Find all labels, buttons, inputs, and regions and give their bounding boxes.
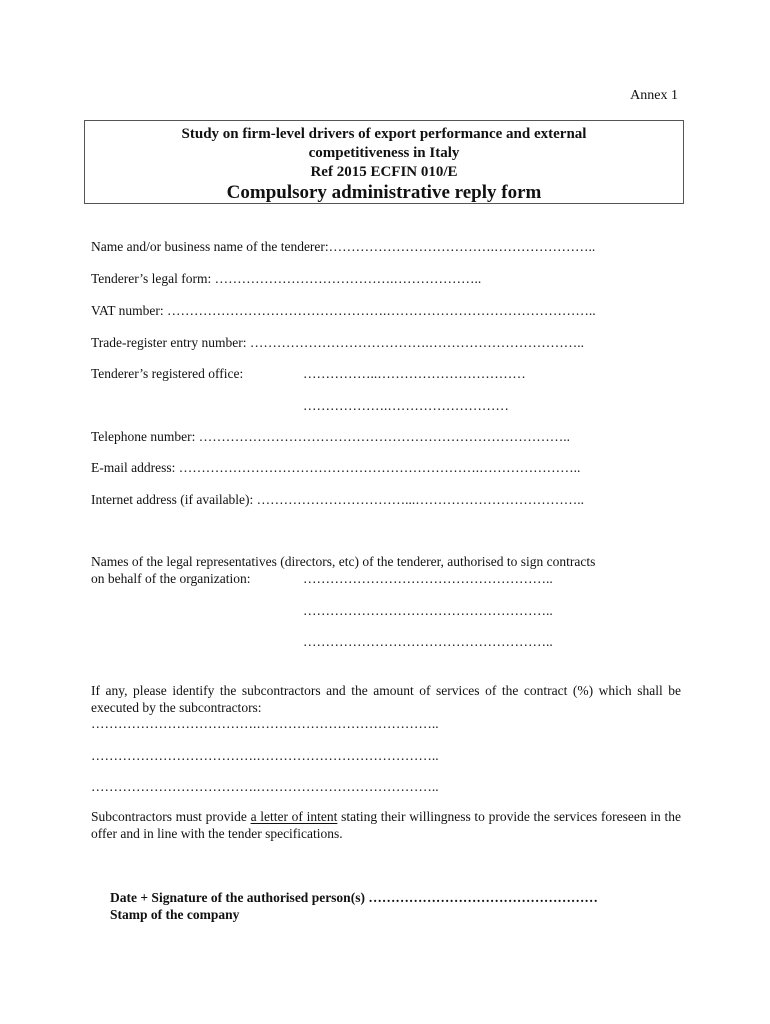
field-email[interactable]: E-mail address: ………………………………………………………….………………….. — [91, 460, 581, 475]
field-representative-3[interactable]: ……………………………………………….. — [303, 634, 553, 649]
intent-text-after: stating their willingness to provide the services foreseen in the offer and in line with the tender specifications. — [91, 809, 681, 841]
registered-office-label: Tenderer’s registered office: — [91, 366, 244, 381]
field-subcontractor-2[interactable]: ……………………………….………………………………….. — [91, 748, 439, 763]
signature-line[interactable]: Date + Signature of the authorised person(s) …………………………………………… — [110, 890, 598, 905]
subcontractors-text: If any, please identify the subcontractors and the amount of services of the contract (%) which shall be executed by the subcontractors: — [91, 683, 681, 715]
annex-label: Annex 1 — [630, 88, 678, 103]
field-business-name[interactable]: Name and/or business name of the tenderer:……………………………….………………….. — [91, 239, 596, 254]
field-subcontractor-3[interactable]: ……………………………….………………………………….. — [91, 779, 439, 794]
representatives-text-2: on behalf of the organization: — [91, 571, 251, 586]
letter-of-intent-term: a letter of intent — [250, 809, 338, 824]
form-title: Compulsory administrative reply form — [226, 182, 542, 203]
field-registered-office-1[interactable]: ……………..…………………………… — [303, 366, 526, 381]
title-reference: Ref 2015 ECFIN 010/E — [310, 164, 458, 180]
field-internet-address[interactable]: Internet address (if available): ……………………………...……………………………….. — [91, 492, 585, 507]
letter-of-intent-paragraph — [91, 808, 681, 842]
field-representative-1[interactable]: ……………………………………………….. — [303, 571, 553, 586]
title-line-1: Study on firm-level drivers of export performance and external — [181, 126, 587, 142]
field-vat-number[interactable]: VAT number: ………………………………………….……………………………………….. — [91, 303, 596, 318]
intent-text-before: Subcontractors must provide — [91, 809, 251, 824]
field-legal-form[interactable]: Tenderer’s legal form: ………………………………….……………….. — [91, 271, 482, 286]
field-trade-register[interactable]: Trade-register entry number: ………………………………….…………………………….. — [91, 335, 584, 350]
field-telephone[interactable]: Telephone number: ……………………………………………………………………….. — [91, 429, 571, 444]
representatives-text: Names of the legal representatives (directors, etc) of the tenderer, authorised to sign contracts — [91, 554, 596, 569]
company-stamp-label: Stamp of the company — [110, 907, 240, 922]
field-registered-office-2[interactable]: ……………….……………………… — [303, 398, 509, 413]
field-representative-2[interactable]: ……………………………………………….. — [303, 603, 553, 618]
title-line-2: competitiveness in Italy — [308, 145, 460, 161]
field-subcontractor-1[interactable]: ……………………………….………………………………….. — [91, 716, 439, 731]
title-box — [84, 120, 684, 204]
